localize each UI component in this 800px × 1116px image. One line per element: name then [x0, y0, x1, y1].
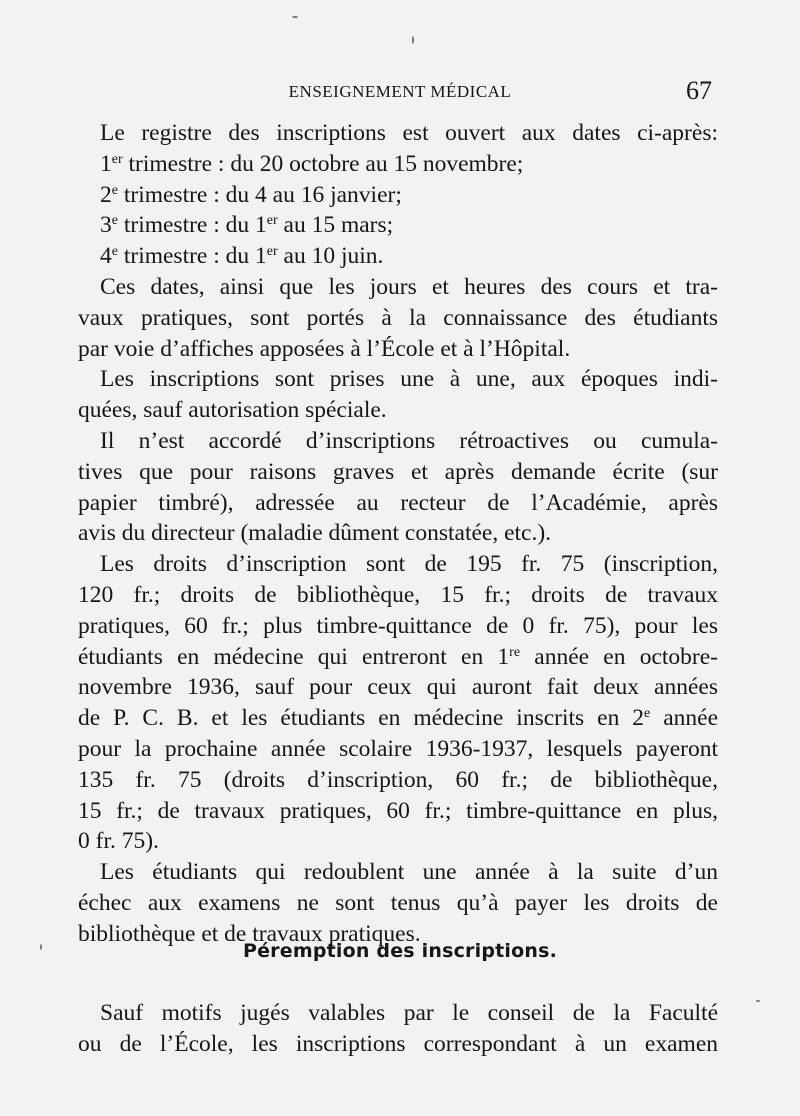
paragraph-dates-posting [78, 272, 718, 364]
term-ordinal: er [111, 151, 123, 167]
term-ordinal: e [111, 213, 118, 229]
scan-speck [40, 944, 42, 950]
text-line: 135 fr. 75 (droits d’inscription, 60 fr.; de bibliothèque, [78, 766, 718, 793]
term-3-line [78, 210, 718, 241]
scan-speck [292, 16, 298, 18]
text-line: 120 fr.; droits de bibliothèque, 15 fr.; droits de travaux [78, 581, 718, 608]
term-number: 2 [100, 181, 112, 208]
term-dates: trimestre : du 1 [117, 243, 267, 270]
running-head: ENSEIGNEMENT MÉDICAL [288, 82, 512, 101]
text-line [78, 642, 718, 673]
text-line: papier timbré), adressée au recteur de l’Académie, après [78, 489, 718, 516]
scan-speck [756, 1000, 760, 1002]
term-dates-end: au 15 mars; [277, 212, 394, 239]
term-dates-end: au 10 juin. [277, 243, 384, 270]
term-dates: trimestre : du 1 [117, 212, 267, 239]
term-number: 1 [100, 150, 112, 177]
text-line: avis du directeur (maladie dûment constatée, etc.). [78, 520, 552, 547]
paragraph-retroactive [78, 426, 718, 549]
text-line: Les étudiants qui redoublent une année à la suite d’un [100, 859, 718, 886]
scan-speck [412, 36, 414, 44]
day-ordinal: er [266, 244, 278, 260]
text-line [78, 703, 718, 734]
term-1-line [78, 149, 718, 180]
term-4-line [78, 241, 718, 272]
paragraph-one-at-a-time [78, 364, 718, 426]
term-dates: trimestre : du 20 octobre au 15 novembre; [122, 150, 524, 177]
paragraph-repeat-year [78, 857, 718, 949]
ordinal: re [509, 644, 521, 660]
page-header [78, 78, 722, 108]
text-line: ou de l’École, les inscriptions correspondant à un examen [78, 1031, 718, 1057]
text-line: tives que pour raisons graves et après demande écrite (sur [78, 458, 718, 485]
page-number: 67 [686, 76, 712, 105]
term-number: 4 [100, 243, 112, 270]
text-line: Ces dates, ainsi que les jours et heures des cours et tra- [100, 273, 718, 300]
term-number: 3 [100, 212, 112, 239]
text-line: par voie d’affiches apposées à l’École et à l’Hôpital. [78, 335, 571, 362]
text-segment: de P. C. B. et les étudiants en médecine inscrits en 2 [78, 705, 645, 732]
text-segment: année [650, 705, 718, 732]
text-line: vaux pratiques, sont portés à la connaissance des étudiants [78, 304, 718, 331]
section-body [78, 998, 718, 1060]
text-line: Les inscriptions sont prises une à une, aux époques indi- [100, 366, 718, 393]
registry-intro: Le registre des inscriptions est ouvert aux dates ci-après: [100, 120, 718, 146]
ordinal: e [644, 706, 651, 722]
term-ordinal: e [111, 182, 118, 198]
text-segment: étudiants en médecine qui entreront en 1 [78, 643, 510, 670]
day-ordinal: er [266, 213, 278, 229]
term-dates: trimestre : du 4 au 16 janvier; [117, 181, 402, 208]
text-line: 0 fr. 75). [78, 828, 159, 855]
text-line: Sauf motifs jugés valables par le conseil de la Faculté [100, 1000, 718, 1026]
text-line: Les droits d’inscription sont de 195 fr. 75 (inscription, [100, 551, 718, 578]
body-text [78, 118, 718, 950]
paragraph-fees [78, 549, 718, 857]
term-2-line [78, 180, 718, 211]
text-line: quées, sauf autorisation spéciale. [78, 397, 387, 424]
term-ordinal: e [111, 244, 118, 260]
text-line: 15 fr.; de travaux pratiques, 60 fr.; timbre-quittance en plus, [78, 797, 718, 824]
text-line: Il n’est accordé d’inscriptions rétroactives ou cumula- [100, 427, 718, 454]
section-heading: Péremption des inscriptions. [242, 940, 558, 962]
text-line: pratiques, 60 fr.; plus timbre-quittance de 0 fr. 75), pour les [78, 612, 718, 639]
text-segment: année en octobre- [520, 643, 718, 670]
text-line: échec aux examens ne sont tenus qu’à payer les droits de [78, 889, 718, 916]
text-line: bibliothèque et de travaux pratiques. [78, 920, 421, 947]
text-line: pour la prochaine année scolaire 1936-1937, lesquels payeront [78, 735, 718, 762]
text-line: novembre 1936, sauf pour ceux qui auront fait deux années [78, 674, 718, 701]
